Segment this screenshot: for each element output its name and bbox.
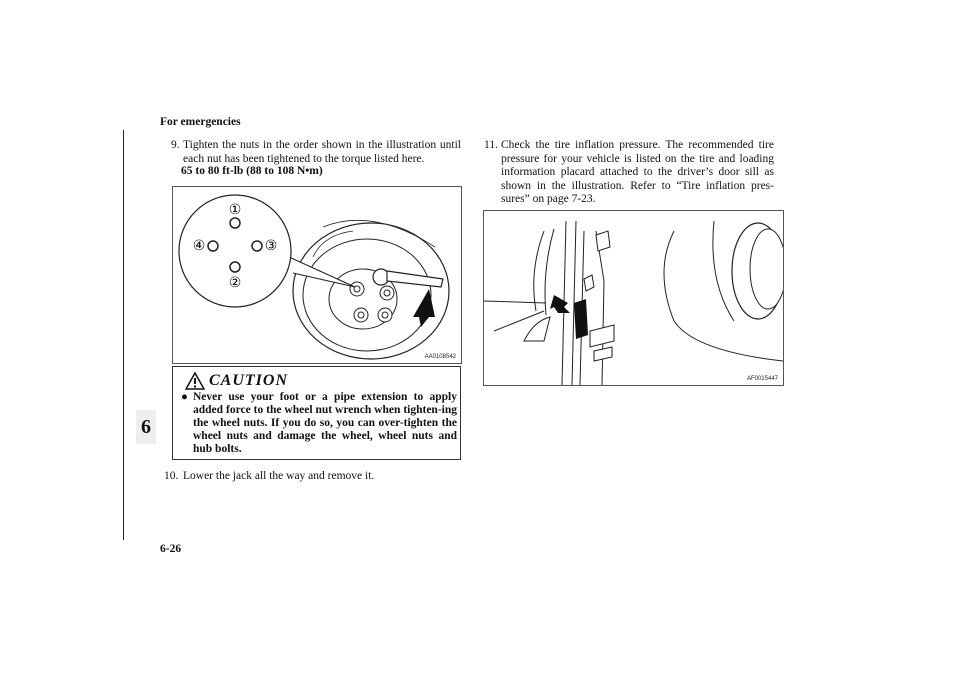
page-number: 6-26 bbox=[160, 543, 182, 555]
bullet-icon: ● bbox=[181, 391, 188, 403]
nut-label-1: ① bbox=[228, 202, 242, 218]
door-sill-placard-illustration bbox=[483, 210, 784, 386]
step-text: Lower the jack all the way and remove it. bbox=[183, 470, 375, 482]
wheel-nut bbox=[354, 308, 368, 322]
step-text: Check the tire inflation pressure. The recommended tire pressure for your vehicle is listed on the tire and loading information placard attached to the driver’s door sill as shown in the illustration. Refer to “Tire inflation pres-sures” on page 7-23. bbox=[501, 139, 774, 205]
step-9 bbox=[171, 139, 461, 166]
step-number: 10. bbox=[164, 470, 179, 482]
wheel-diagram bbox=[173, 187, 461, 363]
caution-box bbox=[172, 366, 461, 460]
step-number: 11. bbox=[484, 139, 498, 151]
wheel-nut bbox=[380, 286, 394, 300]
warning-triangle-icon bbox=[185, 372, 205, 390]
chapter-divider-line bbox=[123, 130, 124, 540]
nut-label-4: ④ bbox=[192, 238, 206, 254]
step-11 bbox=[484, 139, 774, 207]
tire-placard bbox=[574, 299, 588, 339]
caution-body bbox=[181, 391, 457, 456]
step-number: 9. bbox=[171, 139, 180, 151]
step-text: Tighten the nuts in the order shown in the illustration until each nut has been tightened to the torque listed here. bbox=[183, 139, 461, 165]
wheel-nut bbox=[378, 308, 392, 322]
nut-label-2: ② bbox=[228, 275, 242, 291]
wheel-nut bbox=[350, 282, 364, 296]
door-sill-diagram bbox=[484, 211, 783, 385]
wheel-nut-illustration bbox=[172, 186, 462, 364]
figure-code: AF0015447 bbox=[746, 376, 778, 382]
section-title: For emergencies bbox=[160, 116, 241, 128]
step-10 bbox=[164, 470, 461, 484]
door-striker bbox=[596, 231, 610, 251]
chapter-tab: 6 bbox=[136, 410, 156, 444]
caution-title: CAUTION bbox=[209, 372, 289, 389]
pointer-arrow-icon bbox=[550, 295, 570, 313]
nut-label-3: ③ bbox=[264, 238, 278, 254]
door-latch bbox=[584, 275, 594, 291]
figure-code: AA0108542 bbox=[424, 354, 456, 360]
caution-text: Never use your foot or a pipe extension to apply added force to the wheel nut wrench when tighten-ing the wheel nuts. If you do so, you can over-tighten the wheel nuts and damage the wheel, wheel nuts and hub bolts. bbox=[193, 391, 457, 455]
torque-spec: 65 to 80 ft-lb (88 to 108 N•m) bbox=[181, 165, 323, 177]
